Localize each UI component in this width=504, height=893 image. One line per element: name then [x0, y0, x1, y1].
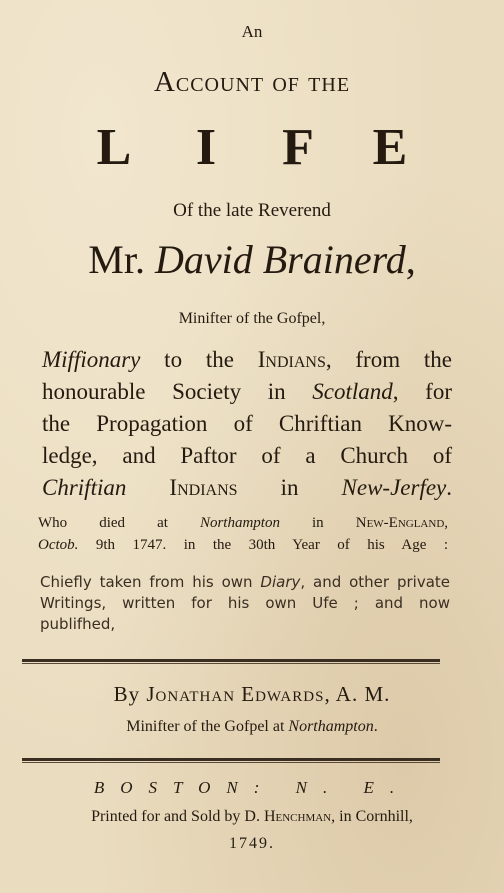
author-line	[0, 682, 504, 707]
subject-name	[0, 236, 504, 283]
death-paragraph	[38, 512, 448, 556]
text-plain: , in Cornhill,	[331, 808, 413, 825]
title-life	[0, 118, 504, 177]
paragraph-line: the Propagation of Chriftian Know-	[42, 411, 452, 436]
text-plain: honourable Society in	[42, 379, 313, 404]
text-plain: , from the	[325, 347, 452, 372]
text-italic: Northampton	[199, 515, 280, 531]
minister-line: Minifter of the Gofpel,	[178, 310, 326, 327]
text-plain: 9th 1747. in the 30th Year of his Age :	[78, 537, 448, 553]
text-smallcaps: Henchman	[263, 808, 332, 825]
divider-rule	[22, 659, 440, 662]
life-letter: I	[195, 119, 217, 176]
death-line	[38, 534, 448, 556]
text-plain: .	[446, 475, 453, 500]
text-plain: Who died at	[38, 515, 200, 531]
text-italic: New-Jerfey	[341, 475, 447, 500]
text-plain: By	[113, 682, 147, 706]
paragraph-line: ledge, and Paftor of a Church of	[42, 443, 452, 468]
imprint-printer	[0, 808, 504, 826]
life-letter: L	[96, 119, 132, 176]
text-italic: Octob.	[38, 537, 79, 553]
text-smallcaps: New-England	[355, 515, 445, 531]
text-italic: Miffionary	[42, 347, 141, 372]
author-name: Jonathan Edwards	[146, 682, 325, 706]
source-line: Writings, written for his own Ufe ; and now	[40, 594, 450, 612]
name-mr: Mr.	[88, 237, 145, 282]
life-letter: E	[372, 119, 408, 176]
title-account: Account of the	[153, 66, 351, 98]
author-role	[0, 718, 504, 736]
text-plain: , for	[392, 379, 452, 404]
text-plain: , and other private	[300, 573, 450, 591]
text-italic: Diary	[260, 573, 301, 591]
name-comma: ,	[405, 237, 416, 282]
life-letter: F	[282, 119, 314, 176]
text-plain: in	[237, 475, 342, 500]
text-plain: to the	[140, 347, 258, 372]
text-plain: Minifter of the Gofpel at	[126, 718, 289, 735]
text-plain: .	[373, 718, 378, 735]
imprint-place: BOSTON: N. E.	[93, 778, 411, 797]
divider-rule	[22, 758, 440, 761]
text-plain: ,	[444, 515, 449, 531]
paragraph-line	[42, 376, 452, 408]
text-plain: in	[279, 515, 356, 531]
name-italic: David Brainerd	[154, 237, 406, 282]
death-line	[38, 512, 448, 534]
text-plain	[126, 475, 169, 500]
source-paragraph	[40, 572, 450, 635]
text-smallcaps: Indians	[257, 347, 326, 372]
title-article: An	[241, 22, 263, 41]
description-paragraph	[42, 344, 452, 504]
text-italic: Scotland	[312, 379, 393, 404]
text-italic: Northampton	[288, 718, 374, 735]
text-plain: , A. M.	[324, 682, 391, 706]
text-plain: Printed for and Sold by D.	[91, 808, 264, 825]
paragraph-line	[42, 344, 452, 376]
text-plain: Chiefly taken from his own	[40, 573, 261, 591]
source-line	[40, 572, 450, 593]
of-the-late: Of the late Reverend	[173, 200, 331, 221]
source-line: publifhed,	[40, 615, 116, 633]
paragraph-line	[42, 472, 452, 504]
text-italic: Chriftian	[42, 475, 127, 500]
text-smallcaps: Indians	[169, 475, 238, 500]
imprint-year: 1749.	[229, 835, 275, 852]
